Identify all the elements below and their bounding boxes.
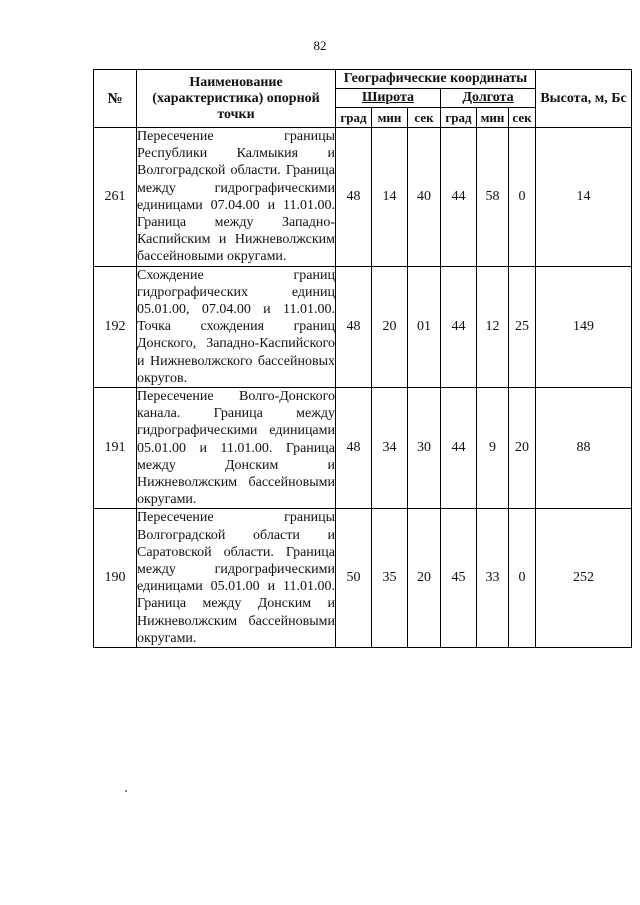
lon-min: 58 bbox=[477, 128, 509, 267]
lat-sec: 20 bbox=[408, 509, 441, 648]
table-row bbox=[94, 509, 632, 648]
header-lat-min: мин bbox=[372, 108, 408, 128]
header-latitude-label: Широта bbox=[361, 90, 415, 105]
point-number: 191 bbox=[94, 388, 137, 509]
point-description: Пересечение Волго-Донского канала. Граница между гидрографическими единицами 05.01.00 и 11.01.00. Граница между Донским и Нижневолжским бассейновыми округами. bbox=[137, 389, 335, 508]
lon-sec: 25 bbox=[509, 266, 536, 387]
point-number: 192 bbox=[94, 266, 137, 387]
lat-sec: 01 bbox=[408, 266, 441, 387]
lon-sec: 20 bbox=[509, 388, 536, 509]
height-value: 252 bbox=[536, 509, 632, 648]
height-value: 88 bbox=[536, 388, 632, 509]
lat-min: 34 bbox=[372, 388, 408, 509]
point-number: 190 bbox=[94, 509, 137, 648]
point-description: Пересечение границы Волгоградской области и Саратовской области. Граница между гидрографическими единицами 05.01.00 и 11.01.00. Граница между Донским и Нижневолжским бассейновыми округами. bbox=[137, 510, 335, 646]
header-lon-min: мин bbox=[477, 108, 509, 128]
height-value: 149 bbox=[536, 266, 632, 387]
header-lat-sec: сек bbox=[408, 108, 441, 128]
table-header bbox=[94, 70, 632, 128]
header-latitude bbox=[336, 89, 441, 108]
point-number: 261 bbox=[94, 128, 137, 267]
lat-min: 14 bbox=[372, 128, 408, 267]
lon-min: 9 bbox=[477, 388, 509, 509]
lat-min: 20 bbox=[372, 266, 408, 387]
header-longitude-label: Долгота bbox=[462, 90, 514, 105]
height-value: 14 bbox=[536, 128, 632, 267]
lon-min: 33 bbox=[477, 509, 509, 648]
table-row bbox=[94, 128, 632, 267]
table-row bbox=[94, 266, 632, 387]
header-geo-coordinates: Географические координаты bbox=[336, 70, 536, 89]
lon-deg: 44 bbox=[441, 266, 477, 387]
page-number: 82 bbox=[313, 38, 327, 53]
lat-deg: 50 bbox=[336, 509, 372, 648]
lat-sec: 40 bbox=[408, 128, 441, 267]
header-lon-deg: град bbox=[441, 108, 477, 128]
lon-sec: 0 bbox=[509, 509, 536, 648]
lat-sec: 30 bbox=[408, 388, 441, 509]
lon-deg: 44 bbox=[441, 388, 477, 509]
lon-deg: 44 bbox=[441, 128, 477, 267]
lat-deg: 48 bbox=[336, 128, 372, 267]
table-row bbox=[94, 388, 632, 509]
point-description: Схождение границ гидрографических единиц 05.01.00, 07.04.00 и 11.01.00. Точка схождения границ Донского, Западно-Каспийского и Нижневолжского бассейновых округов. bbox=[137, 267, 335, 386]
lat-min: 35 bbox=[372, 509, 408, 648]
point-description: Пересечение границы Республики Калмыкия и Волгоградской области. Граница между гидрографическими единицами 07.04.00 и 11.01.00. Граница между Западно-Каспийским и Нижневолжским бассейновыми округами. bbox=[137, 129, 335, 265]
header-longitude bbox=[441, 89, 536, 108]
header-lat-deg: град bbox=[336, 108, 372, 128]
header-height: Высота, м, Бс bbox=[536, 70, 632, 128]
scan-speck bbox=[125, 790, 127, 792]
reference-points-table bbox=[93, 69, 632, 648]
lon-deg: 45 bbox=[441, 509, 477, 648]
lon-min: 12 bbox=[477, 266, 509, 387]
lat-deg: 48 bbox=[336, 388, 372, 509]
lon-sec: 0 bbox=[509, 128, 536, 267]
header-lon-sec: сек bbox=[509, 108, 536, 128]
lat-deg: 48 bbox=[336, 266, 372, 387]
header-number: № bbox=[94, 70, 137, 128]
header-name: Наименование (характеристика) опорной точки bbox=[137, 70, 336, 128]
